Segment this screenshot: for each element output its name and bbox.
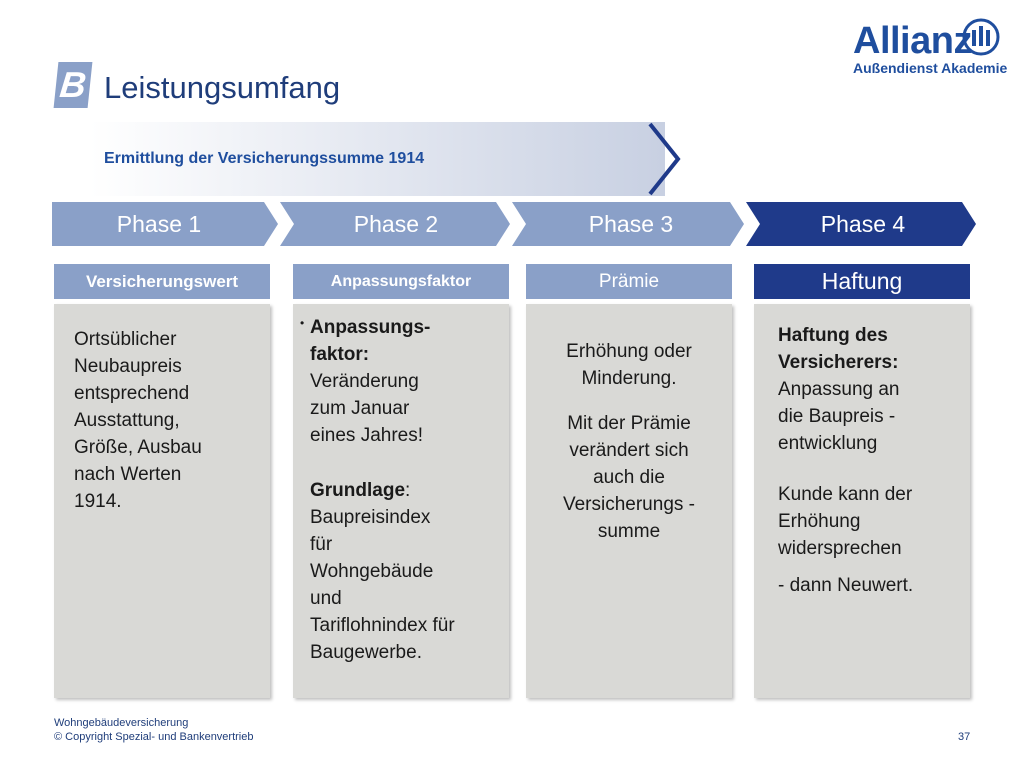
column-3-header: Prämie	[526, 264, 732, 299]
page-number: 37	[958, 731, 971, 743]
allianz-eagle-icon	[962, 18, 1000, 56]
column-1-text: Ortsüblicher Neubaupreis entsprechend Ausstattung, Größe, Ausbau nach Werten 1914.	[74, 329, 202, 512]
allianz-logo-text: Allianz	[853, 20, 972, 62]
phase-3-label: Phase 3	[588, 211, 674, 237]
footer-copyright: © Copyright Spezial- und Bankenvertrieb	[54, 731, 254, 743]
phase-1-label: Phase 1	[116, 211, 202, 237]
phase-4-label: Phase 4	[820, 211, 906, 237]
banner-title: Ermittlung der Versicherungssumme 1914	[104, 150, 425, 167]
column-2-text: • Anpassungs- faktor: Veränderung zum Januar eines Jahres! Grundlage: Baupreisindex für Wohngebäude und Tariflohnindex für Baugewerbe.	[300, 314, 505, 666]
column-2-header: Anpassungsfaktor	[293, 264, 509, 299]
allianz-logo-subtitle: Außendienst Akademie	[853, 60, 1008, 76]
footer-title: Wohngebäudeversicherung	[54, 717, 189, 729]
phase-2-label: Phase 2	[353, 211, 439, 237]
column-4-text: Haftung des Versicherers: Anpassung an die Baupreis - entwicklung Kunde kann der Erhöhung widersprechen - dann Neuwert.	[778, 325, 914, 596]
section-badge: B	[54, 62, 93, 108]
page-title: Leistungsumfang	[104, 70, 341, 105]
column-4-header: Haftung	[754, 264, 970, 299]
bullet-icon: •	[300, 316, 305, 330]
column-3-text: Erhöhung oder Minderung. Mit der Prämie verändert sich auch die Versicherungs - summe	[562, 341, 695, 542]
column-1-header: Versicherungswert	[54, 264, 270, 299]
